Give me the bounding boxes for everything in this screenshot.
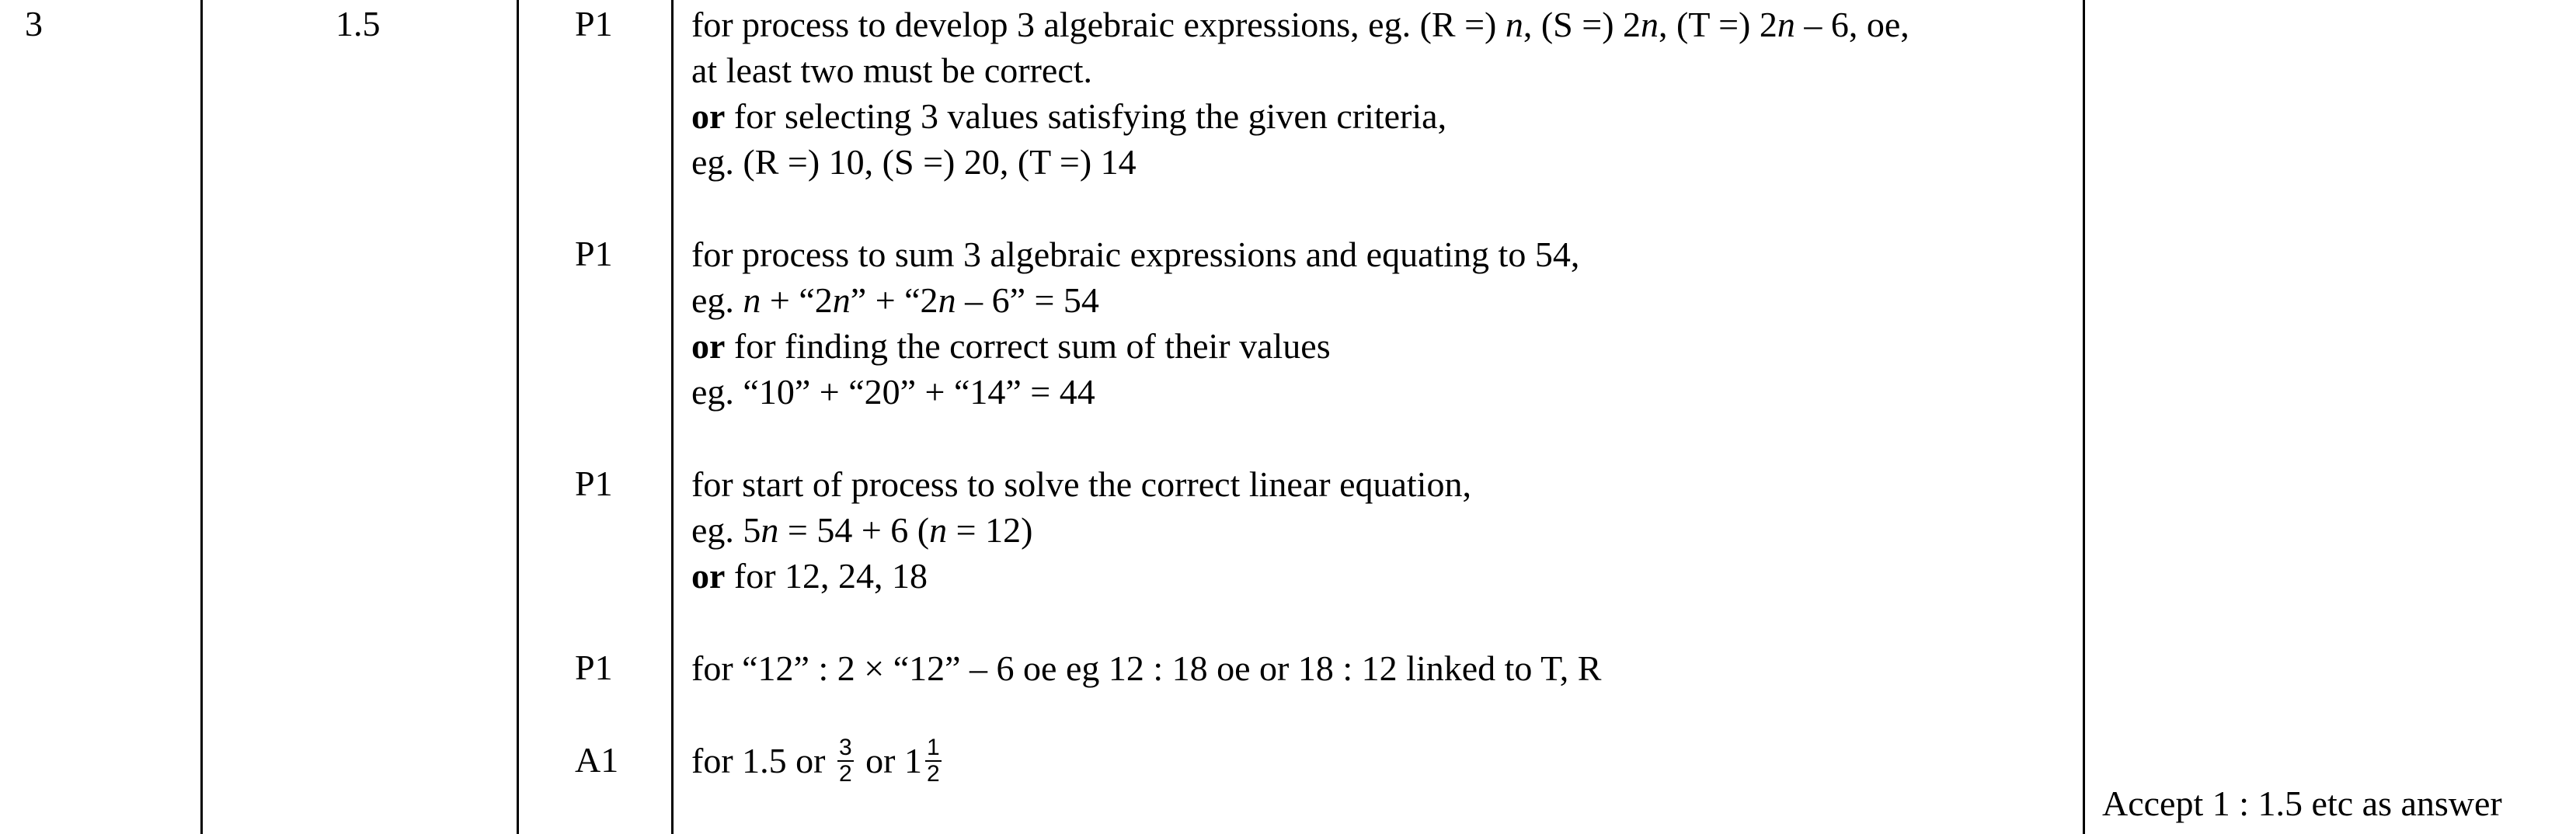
text-run: , (S =) 2: [1523, 5, 1641, 44]
question-number: 3: [25, 4, 43, 43]
italic-variable: n: [761, 510, 779, 550]
text-run: eg. (R =) 10, (S =) 20, (T =) 14: [691, 142, 1137, 182]
guidance-text: [691, 2, 1909, 185]
mark-code: P1: [575, 234, 613, 273]
guidance-line: [691, 2, 1909, 47]
guidance-text: [691, 735, 945, 787]
mark-code: P1: [575, 464, 613, 503]
text-run: eg.: [691, 280, 743, 320]
guidance-line: [691, 47, 1909, 93]
bold-keyword: or: [691, 326, 726, 366]
guidance-line: [691, 507, 1471, 553]
text-run: ” + “2: [850, 280, 938, 320]
guidance-line: [691, 139, 1909, 185]
mark-code: P1: [575, 648, 613, 687]
column-rule-4: [2083, 0, 2085, 834]
guidance-text: [691, 645, 1601, 691]
guidance-text: [691, 231, 1579, 415]
text-run: , (T =) 2: [1659, 5, 1777, 44]
guidance-text: [691, 461, 1471, 599]
guidance-line: [691, 645, 1601, 691]
column-rule-3: [671, 0, 674, 834]
guidance-line: [691, 323, 1579, 369]
text-run: = 12): [947, 510, 1033, 550]
text-run: – 6, oe,: [1794, 5, 1909, 44]
answer-cell: 1.5: [336, 4, 381, 43]
text-run: for start of process to solve the correct linear equation,: [691, 464, 1471, 504]
fraction: [925, 735, 942, 787]
italic-variable: n: [938, 280, 956, 320]
column-rule-1: [200, 0, 203, 834]
italic-variable: n: [1505, 5, 1523, 44]
text-run: for finding the correct sum of their values: [725, 326, 1331, 366]
additional-guidance-note: Accept 1 : 1.5 etc as answer: [2102, 784, 2502, 823]
guidance-line: [691, 231, 1579, 277]
fraction-denominator: 2: [838, 761, 852, 787]
fraction: [837, 735, 854, 787]
guidance-line: [691, 461, 1471, 507]
fraction-numerator: 3: [838, 735, 852, 761]
text-run: for process to sum 3 algebraic expressions and equating to 54,: [691, 235, 1580, 274]
text-run: = 54 + 6 (: [778, 510, 930, 550]
text-run: eg. “10” + “20” + “14” = 44: [691, 372, 1095, 412]
italic-variable: n: [929, 510, 948, 550]
text-run: – 6” = 54: [956, 280, 1099, 320]
bold-keyword: or: [691, 556, 726, 596]
text-run: + “2: [761, 280, 833, 320]
mark-code: A1: [575, 740, 619, 780]
bold-keyword: or: [691, 96, 726, 136]
fraction-denominator: 2: [926, 761, 940, 787]
text-run: for selecting 3 values satisfying the given criteria,: [725, 96, 1447, 136]
text-run: for “12” : 2 × “12” – 6 oe eg 12 : 18 oe or 18 : 12 linked to T, R: [691, 648, 1602, 688]
text-run: for 12, 24, 18: [725, 556, 928, 596]
italic-variable: n: [1777, 5, 1795, 44]
column-rule-2: [517, 0, 519, 834]
guidance-line: [691, 369, 1579, 415]
text-run: at least two must be correct.: [691, 50, 1093, 90]
guidance-line: [691, 93, 1909, 139]
guidance-line: [691, 277, 1579, 323]
italic-variable: n: [832, 280, 851, 320]
italic-variable: n: [743, 280, 761, 320]
guidance-line: [691, 735, 945, 787]
text-run: or 1: [856, 741, 922, 780]
guidance-line: [691, 553, 1471, 599]
fraction-numerator: 1: [926, 735, 940, 761]
text-run: for process to develop 3 algebraic expressions, eg. (R =): [691, 5, 1506, 44]
text-run: eg. 5: [691, 510, 761, 550]
mark-code: P1: [575, 4, 613, 43]
italic-variable: n: [1641, 5, 1659, 44]
text-run: for 1.5 or: [691, 741, 834, 780]
